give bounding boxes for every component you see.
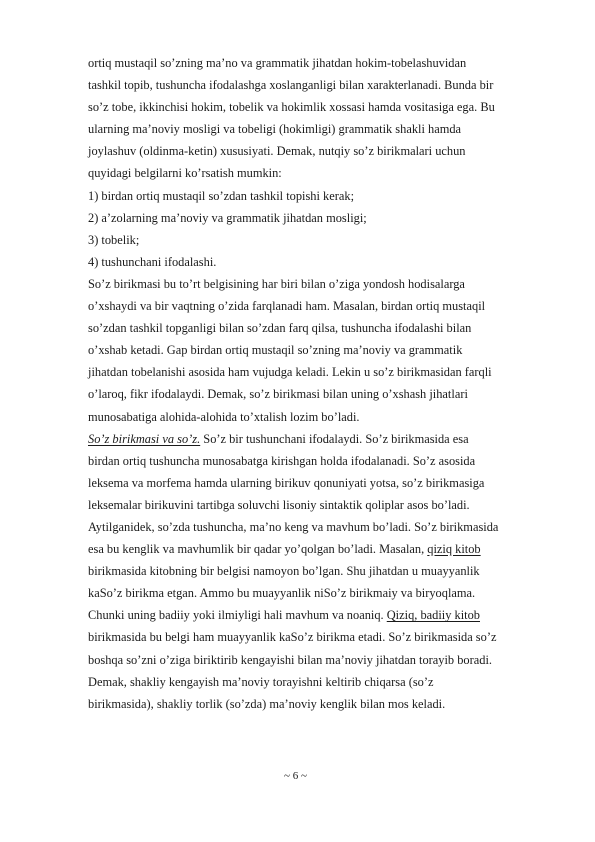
list-item: 2) a’zolarning ma’noviy va grammatik jihatdan mosligi; <box>88 210 367 225</box>
text-run: esa bu kenglik va mavhumlik bir qadar yo’qolgan bo’ladi. Masalan, <box>88 542 428 557</box>
text-line: o’xshab ketadi. Gap birdan ortiq mustaqil so’zning ma’noviy va grammatik <box>88 343 463 358</box>
text-line: o’laroq, fikr ifodalaydi. Demak, so’z birikmasi bilan uning o’xshash jihatlari <box>88 387 468 402</box>
text-line: ularning ma’noviy mosligi va tobeligi (hokimligi) grammatik shakli hamda <box>88 122 462 137</box>
text-line: munosabatiga alohida-alohida to’xtalish lozim bo’ladi. <box>88 409 360 424</box>
text-line: so’z tobe, ikkinchisi hokim, tobelik va hokimlik xossasi hamda vositasiga ega. Bu <box>88 100 495 115</box>
example-phrase: qiziq kitob <box>427 542 481 557</box>
text-line <box>88 604 558 626</box>
list-item: 4) tushunchani ifodalashi. <box>88 254 217 269</box>
text-line: o’xshaydi va bir vaqtning o’zida farqlanadi ham. Masalan, birdan ortiq mustaqil <box>88 299 486 314</box>
text-line: boshqa so’zni o’ziga biriktirib kengayishi bilan ma’noviy jihatdan torayib boradi. <box>88 652 492 667</box>
text-line: leksema va morfema hamda ularning birikuv qonuniyati yotsa, so’z birikmasiga <box>88 475 485 490</box>
text-line: birikmasida bu belgi ham muayyanlik kaSo’z birikma etadi. So’z birikmasida so’z <box>88 630 497 645</box>
section-heading: So’z birikmasi va so’z. <box>88 431 201 446</box>
text-line: ortiq mustaqil so’zning ma’no va grammatik jihatdan hokim-tobelashuvidan <box>88 56 467 70</box>
text-line: Aytilganidek, so’zda tushuncha, ma’no keng va mavhum bo’ladi. So’z birikmasida <box>88 519 499 534</box>
page-number: ~ 6 ~ <box>284 770 307 782</box>
text-line: joylashuv (oldinma-ketin) xususiyati. Demak, nutqiy so’z birikmalari uchun <box>88 144 466 159</box>
text-line: leksemalar birikuvini tartibga soluvchi lisoniy sintaktik qoliplar asos bo’ladi. <box>88 497 470 512</box>
text-line: birdan ortiq tushuncha munosabatga kirishgan holda ifodalanadi. So’z asosida <box>88 453 476 468</box>
text-line: quyidagi belgilarni ko’rsatish mumkin: <box>88 166 282 181</box>
text-run: So’z bir tushunchani ifodalaydi. So’z birikmasida esa <box>200 431 469 446</box>
text-line: jihatdan tobelanishi asosida ham vujudga keladi. Lekin u so’z birikmasidan farqli <box>88 365 492 380</box>
page-footer <box>0 769 595 783</box>
example-phrase: Qiziq, badiiy kitob <box>386 608 480 623</box>
list-item: 1) birdan ortiq mustaqil so’zdan tashkil topishi kerak; <box>88 188 355 203</box>
text-line <box>88 428 558 450</box>
text-line: tashkil topib, tushuncha ifodalashga xoslanganligi bilan xarakterlanadi. Bunda bir <box>88 78 494 93</box>
text-line <box>88 538 558 560</box>
text-run: Chunki uning badiiy yoki ilmiyligi hali mavhum va noaniq. <box>88 608 387 623</box>
list-item: 3) tobelik; <box>88 232 140 247</box>
text-line: Demak, shakliy kengayish ma’noviy torayishni keltirib chiqarsa (so’z <box>88 674 434 689</box>
text-line: kaSo’z birikma etgan. Ammo bu muayyanlik niSo’z birikmaiy va biryoqlama. <box>88 586 476 601</box>
body-text <box>88 52 558 715</box>
text-line: birikmasida kitobning bir belgisi namoyon bo’lgan. Shu jihatdan u muayyanlik <box>88 564 480 579</box>
text-line: so’zdan tashkil topganligi bilan so’zdan farq qilsa, tushuncha ifodalashi bilan <box>88 321 472 336</box>
text-line: So’z birikmasi bu to’rt belgisining har biri bilan o’ziga yondosh hodisalarga <box>88 276 465 291</box>
text-line: birikmasida), shakliy torlik (so’zda) ma’noviy kenglik bilan mos keladi. <box>88 696 446 711</box>
